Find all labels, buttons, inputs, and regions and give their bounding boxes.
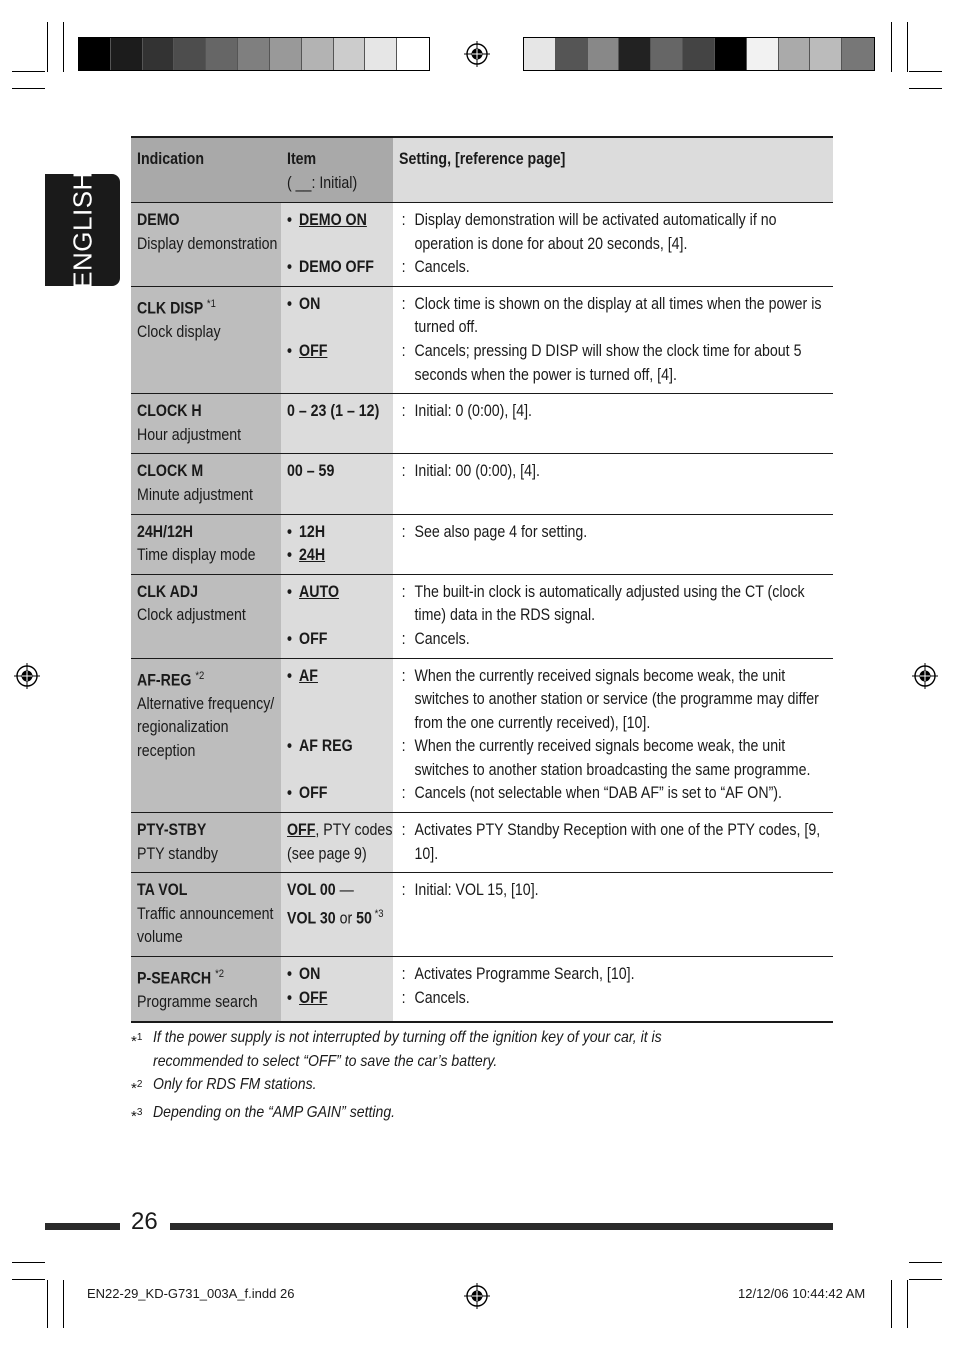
footnote-ref: *1 bbox=[206, 297, 216, 310]
color-calibration-bar-right bbox=[523, 37, 875, 71]
slug-date: 12/12/06 10:44:42 AM bbox=[738, 1286, 866, 1301]
settings-table bbox=[131, 136, 833, 1023]
indication-name: CLOCK M bbox=[137, 462, 204, 481]
color-swatch bbox=[143, 38, 175, 70]
setting-text: See also page 4 for setting. bbox=[414, 522, 588, 541]
item-option-note: (see page 9) bbox=[287, 844, 367, 863]
color-swatch bbox=[619, 38, 651, 70]
item-option: DEMO ON bbox=[299, 211, 367, 229]
footnote bbox=[131, 1101, 833, 1129]
color-swatch bbox=[111, 38, 143, 70]
indication-desc: reception bbox=[137, 741, 196, 760]
color-calibration-bar-left bbox=[78, 37, 430, 71]
item-range-or: or bbox=[335, 909, 357, 928]
item-option: AF bbox=[299, 666, 318, 685]
item-option: OFF bbox=[299, 988, 328, 1007]
footnote-mark: * bbox=[131, 1107, 137, 1125]
indication-desc: Time display mode bbox=[137, 546, 256, 565]
color-swatch bbox=[334, 38, 366, 70]
color-swatch bbox=[842, 38, 874, 70]
indication-desc: Display demonstration bbox=[137, 234, 278, 253]
indication-desc: Clock display bbox=[137, 322, 221, 341]
page-number: 26 bbox=[131, 1208, 158, 1235]
indication-desc: Hour adjustment bbox=[137, 425, 242, 444]
indication-name: TA VOL bbox=[137, 881, 188, 900]
color-swatch bbox=[174, 38, 206, 70]
item-option: AF REG bbox=[299, 737, 353, 756]
item-range-dash: — bbox=[335, 881, 354, 900]
item-option: 12H bbox=[299, 522, 326, 541]
color-swatch bbox=[270, 38, 302, 70]
item-range-alt: 50 bbox=[356, 909, 372, 928]
setting-text: Cancels. bbox=[414, 629, 470, 648]
header-indication: Indication bbox=[137, 150, 205, 168]
setting-text: Activates Programme Search, [10]. bbox=[414, 965, 635, 984]
footnote-mark: * bbox=[131, 1033, 137, 1050]
item-option-rest: , PTY codes bbox=[315, 821, 393, 840]
setting-text: Cancels (not selectable when “DAB AF” is set to “AF ON”). bbox=[414, 784, 782, 803]
table-row: CLOCK M Minute adjustment 00 – 59 : Initial: 00 (0:00), [4]. bbox=[131, 454, 833, 514]
color-swatch bbox=[238, 38, 270, 70]
item-option: OFF bbox=[299, 341, 328, 360]
footnotes bbox=[131, 1026, 833, 1128]
table-row: P-SEARCH $^{*2}$ Programme search • ON • OFF : Activates Programme Search, [10]. : Cancels. bbox=[131, 957, 833, 1023]
setting-text: Initial: 0 (0:00), [4]. bbox=[414, 402, 533, 421]
footnote bbox=[131, 1026, 833, 1073]
footnote-ref: *2 bbox=[215, 968, 225, 981]
item-option: OFF bbox=[299, 629, 328, 648]
indication-name: CLOCK H bbox=[137, 402, 202, 421]
setting-text: Clock time is shown on the display at all times when the power is turned off. bbox=[414, 294, 822, 337]
setting-text: Initial: VOL 15, [10]. bbox=[414, 881, 539, 900]
color-swatch bbox=[79, 38, 111, 70]
table-row: TA VOL Traffic announcement volume VOL 00 — VOL 30 or 50 $^{*3}$ : Initial: VOL 15, [10]. bbox=[131, 873, 833, 957]
header-setting: Setting, [reference page] bbox=[399, 150, 566, 168]
language-tab bbox=[45, 171, 120, 289]
item-range: 0 – 23 (1 – 12) bbox=[287, 402, 380, 421]
indication-desc: volume bbox=[137, 928, 183, 947]
language-tab-label: ENGLISH bbox=[67, 171, 97, 289]
color-swatch bbox=[365, 38, 397, 70]
indication-name: PTY-STBY bbox=[137, 821, 207, 840]
indication-desc: Minute adjustment bbox=[137, 485, 253, 504]
item-option: DEMO OFF bbox=[299, 258, 374, 277]
footnote-text: Only for RDS FM stations. bbox=[153, 1076, 317, 1094]
color-swatch bbox=[683, 38, 715, 70]
indication-name: 24H/12H bbox=[137, 522, 194, 541]
color-swatch bbox=[397, 38, 429, 70]
item-option: ON bbox=[299, 965, 321, 984]
footnote-number: 2 bbox=[136, 1079, 143, 1091]
footnote-mark: * bbox=[131, 1080, 137, 1098]
setting-text: When the currently received signals become weak, the unit switches to another station broadcasting the same programme. bbox=[414, 737, 811, 779]
item-range-end: VOL 30 bbox=[287, 909, 336, 928]
item-option: AUTO bbox=[299, 582, 339, 601]
footnote-text: If the power supply is not interrupted by turning off the ignition key of your car, it is recommended to select “OFF” to save the car’s battery. bbox=[153, 1029, 662, 1070]
setting-text: Cancels; pressing D DISP will show the clock time for about 5 seconds when the power is turned off, [4]. bbox=[414, 341, 802, 384]
header-item: Item bbox=[287, 150, 317, 168]
table-row: CLK DISP $^{*1}$ Clock display • ON • OFF : Clock time is shown on the display at all times when the power is turned off. : Cancels; pressing D DISP will show the clock time for about 5 seconds when the power is turned off, [4]. bbox=[131, 287, 833, 394]
indication-desc: Clock adjustment bbox=[137, 606, 246, 625]
page-bar-left bbox=[45, 1223, 120, 1230]
item-option: ON bbox=[299, 294, 321, 313]
setting-text: Activates PTY Standby Reception with one of the PTY codes, [9, 10]. bbox=[414, 821, 821, 863]
indication-desc: Alternative frequency/ bbox=[137, 694, 275, 713]
slug-file: EN22-29_KD-G731_003A_f.indd 26 bbox=[87, 1286, 295, 1301]
footnote-ref: *3 bbox=[371, 907, 384, 920]
indication-desc: Programme search bbox=[137, 993, 258, 1012]
color-swatch bbox=[524, 38, 556, 70]
indication-name: P-SEARCH bbox=[137, 969, 212, 988]
item-option: OFF bbox=[287, 821, 316, 840]
footnote-ref: *2 bbox=[195, 669, 205, 682]
item-range-start: VOL 00 bbox=[287, 881, 336, 900]
color-swatch bbox=[810, 38, 842, 70]
setting-text: When the currently received signals become weak, the unit switches to another station or service (the programme may differ from the one currently received), [10]. bbox=[414, 666, 819, 732]
table-row: 24H/12H Time display mode • 12H • 24H : See also page 4 for setting. bbox=[131, 515, 833, 575]
setting-text: Cancels. bbox=[414, 988, 470, 1007]
item-option: 24H bbox=[299, 546, 326, 565]
table-row: CLK ADJ Clock adjustment • AUTO • OFF : The built-in clock is automatically adjusted using the CT (clock time) data in the RDS signal. : Cancels. bbox=[131, 575, 833, 659]
table-row: CLOCK H Hour adjustment 0 – 23 (1 – 12) : Initial: 0 (0:00), [4]. bbox=[131, 394, 833, 454]
footnote-number: 3 bbox=[136, 1106, 143, 1118]
header-item-sub: ( __: Initial) bbox=[287, 173, 358, 192]
color-swatch bbox=[302, 38, 334, 70]
color-swatch bbox=[556, 38, 588, 70]
table-row: AF-REG $^{*2}$ Alternative frequency/ regionalization reception • AF • AF REG • OFF : When the currently received signals become weak, the unit switches to another station or service (the programme may differ from the one currently received), [10]. : When the currently received signals become weak, the unit switches to another station broadcasting the same programme. : Cancels (not selectable when “DAB AF” is set to “AF ON”). bbox=[131, 659, 833, 814]
footnote bbox=[131, 1073, 833, 1101]
item-range: 00 – 59 bbox=[287, 462, 335, 481]
setting-text: Display demonstration will be activated automatically if no operation is done for about 20 seconds, [4]. bbox=[414, 211, 777, 253]
indication-name: DEMO bbox=[137, 211, 180, 229]
item-option: OFF bbox=[299, 784, 328, 803]
color-swatch bbox=[651, 38, 683, 70]
page-bar-right bbox=[170, 1223, 833, 1230]
table-header bbox=[131, 138, 833, 203]
setting-text: Cancels. bbox=[414, 258, 470, 277]
indication-desc: regionalization bbox=[137, 718, 229, 737]
setting-text: Initial: 00 (0:00), [4]. bbox=[414, 462, 540, 481]
color-swatch bbox=[715, 38, 747, 70]
footnote-text: Depending on the “AMP GAIN” setting. bbox=[153, 1103, 396, 1121]
color-swatch bbox=[779, 38, 811, 70]
setting-text: The built-in clock is automatically adjusted using the CT (clock time) data in the RDS signal. bbox=[414, 582, 805, 625]
registration-mark-icon bbox=[14, 663, 40, 689]
indication-desc: PTY standby bbox=[137, 844, 218, 863]
table-row: PTY-STBY PTY standby OFF, PTY codes (see page 9) : Activates PTY Standby Reception with one of the PTY codes, [9, 10]. bbox=[131, 813, 833, 873]
indication-name: CLK DISP bbox=[137, 299, 203, 318]
footnote-number: 1 bbox=[136, 1032, 143, 1043]
registration-mark-icon bbox=[464, 41, 490, 67]
table-row: DEMO Display demonstration • DEMO ON • DEMO OFF : Display demonstration will be activated automatically if no operation is done for about 20 seconds, [4]. : Cancels. bbox=[131, 203, 833, 287]
registration-mark-icon bbox=[912, 663, 938, 689]
color-swatch bbox=[747, 38, 779, 70]
color-swatch bbox=[588, 38, 620, 70]
indication-desc: Traffic announcement bbox=[137, 904, 274, 923]
indication-name: CLK ADJ bbox=[137, 582, 198, 601]
indication-name: AF-REG bbox=[137, 671, 192, 689]
color-swatch bbox=[206, 38, 238, 70]
registration-mark-icon bbox=[464, 1283, 490, 1309]
